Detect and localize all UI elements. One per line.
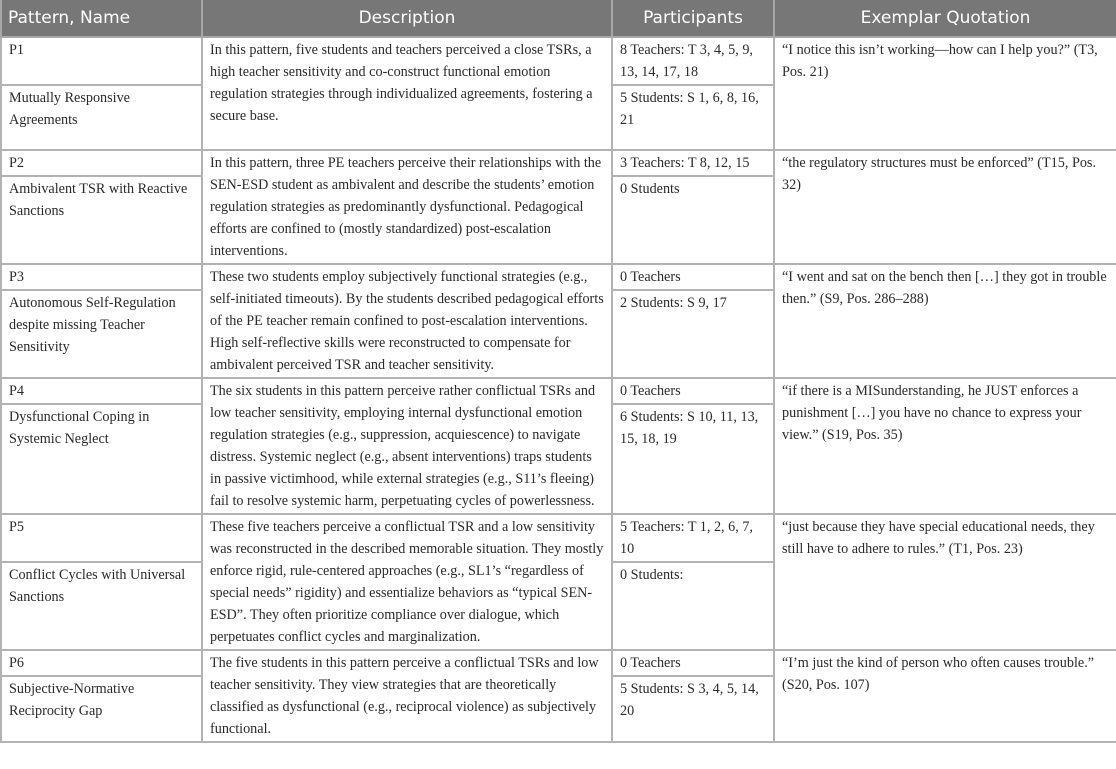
- pattern-description: The six students in this pattern perceive rather conflictual TSRs and low teacher sensitivity, employing internal dysfunctional emotion regulation strategies (e.g., suppression, acquiescence) to navigate distress. Systemic neglect (e.g., absent interventions) traps students in passive victimhood, while external strategies (e.g., S11’s fleeing) fail to resolve systemic harm, perpetuating cycles of powerlessness.: [202, 378, 612, 514]
- pattern-code: P1: [1, 37, 202, 85]
- participants-students: 5 Students: S 3, 4, 5, 14, 20: [612, 676, 774, 742]
- participants-teachers: 8 Teachers: T 3, 4, 5, 9, 13, 14, 17, 18: [612, 37, 774, 85]
- header-exemplar-quotation: Exemplar Quotation: [774, 0, 1116, 37]
- participants-students: 0 Students:: [612, 562, 774, 650]
- pattern-name: Conflict Cycles with Universal Sanctions: [1, 562, 202, 650]
- table-row: [1, 514, 1116, 562]
- pattern-description: These five teachers perceive a conflictual TSR and a low sensitivity was reconstructed in the described memorable situation. They mostly enforce rigid, rule-centered approaches (e.g., SL1’s “regardless of special needs” rigidity) and essentialize behaviors as “typical SEN-ESD”. They often prioritize compliance over dialogue, which perpetuates conflict cycles and marginalization.: [202, 514, 612, 650]
- pattern-name: Ambivalent TSR with Reactive Sanctions: [1, 176, 202, 264]
- exemplar-quotation: “I went and sat on the bench then […] they got in trouble then.” (S9, Pos. 286–288): [774, 264, 1116, 378]
- header-pattern-name: Pattern, Name: [1, 0, 202, 37]
- participants-students: 2 Students: S 9, 17: [612, 290, 774, 378]
- table-row: [1, 650, 1116, 676]
- participants-students: 5 Students: S 1, 6, 8, 16, 21: [612, 85, 774, 150]
- participants-teachers: 3 Teachers: T 8, 12, 15: [612, 150, 774, 176]
- table-header: [1, 0, 1116, 37]
- header-row: [1, 0, 1116, 37]
- pattern-description: These two students employ subjectively functional strategies (e.g., self-initiated timeouts). By the students described pedagogical efforts of the PE teacher remain confined to post-escalation interventions. High self-reflective skills were reconstructed to compensate for ambivalent perceived TSR and teacher sensitivity.: [202, 264, 612, 378]
- participants-teachers: 0 Teachers: [612, 264, 774, 290]
- pattern-code: P5: [1, 514, 202, 562]
- pattern-name: Autonomous Self-Regulation despite missing Teacher Sensitivity: [1, 290, 202, 378]
- pattern-code: P2: [1, 150, 202, 176]
- pattern-name: Subjective-Normative Reciprocity Gap: [1, 676, 202, 742]
- exemplar-quotation: “the regulatory structures must be enforced” (T15, Pos. 32): [774, 150, 1116, 264]
- pattern-code: P6: [1, 650, 202, 676]
- participants-students: 6 Students: S 10, 11, 13, 15, 18, 19: [612, 404, 774, 514]
- pattern-name: Dysfunctional Coping in Systemic Neglect: [1, 404, 202, 514]
- header-description: Description: [202, 0, 612, 37]
- participants-teachers: 0 Teachers: [612, 650, 774, 676]
- participants-students: 0 Students: [612, 176, 774, 264]
- table-row: [1, 37, 1116, 85]
- table-row: [1, 378, 1116, 404]
- table-row: [1, 264, 1116, 290]
- pattern-code: P4: [1, 378, 202, 404]
- participants-teachers: 5 Teachers: T 1, 2, 6, 7, 10: [612, 514, 774, 562]
- exemplar-quotation: “I’m just the kind of person who often causes trouble.” (S20, Pos. 107): [774, 650, 1116, 742]
- pattern-description: In this pattern, five students and teachers perceived a close TSRs, a high teacher sensitivity and co-construct functional emotion regulation strategies through individualized agreements, fostering a secure base.: [202, 37, 612, 150]
- pattern-name: Mutually Responsive Agreements: [1, 85, 202, 150]
- participants-teachers: 0 Teachers: [612, 378, 774, 404]
- pattern-description: In this pattern, three PE teachers perceive their relationships with the SEN-ESD student as ambivalent and describe the students’ emotion regulation strategies as predominantly dysfunctional. Pedagogical efforts are confined to (mostly standardized) post-escalation interventions.: [202, 150, 612, 264]
- table-row: [1, 150, 1116, 176]
- exemplar-quotation: “just because they have special educational needs, they still have to adhere to rules.” (T1, Pos. 23): [774, 514, 1116, 650]
- pattern-description: The five students in this pattern perceive a conflictual TSRs and low teacher sensitivity. They view strategies that are theoretically classified as dysfunctional (e.g., reciprocal violence) as subjectively functional.: [202, 650, 612, 742]
- exemplar-quotation: “if there is a MISunderstanding, he JUST enforces a punishment […] you have no chance to express your view.” (S19, Pos. 35): [774, 378, 1116, 514]
- exemplar-quotation: “I notice this isn’t working—how can I help you?” (T3, Pos. 21): [774, 37, 1116, 150]
- header-participants: Participants: [612, 0, 774, 37]
- table-body: [1, 37, 1116, 742]
- pattern-code: P3: [1, 264, 202, 290]
